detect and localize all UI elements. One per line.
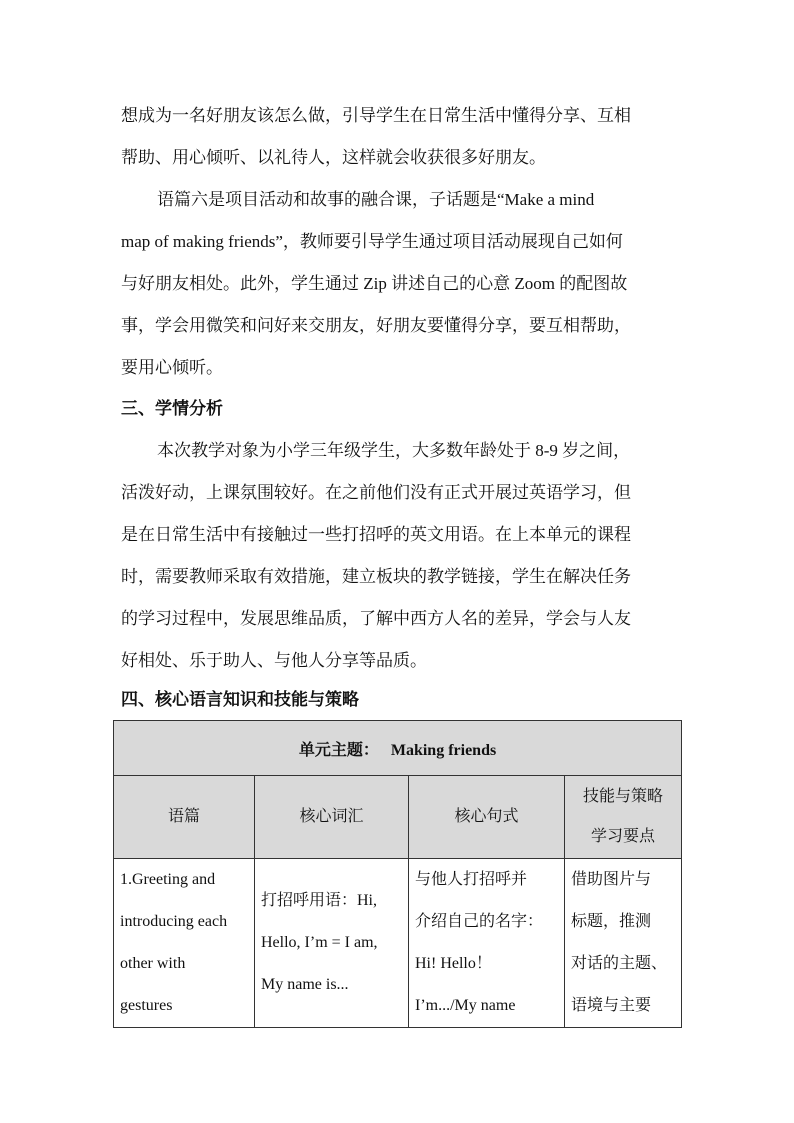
cell-line: I’m.../My name	[415, 997, 516, 1014]
unit-theme-value: Making friends	[390, 741, 497, 759]
paragraph-line: map of making friends”，教师要引导学生通过项目活动展现自己如何	[121, 232, 623, 251]
paragraph-line: 是在日常生活中有接触过一些打招呼的英文用语。在上本单元的课程	[121, 525, 631, 544]
paragraph-line: 与好朋友相处。此外，学生通过 Zip 讲述自己的心意 Zoom 的配图故	[121, 274, 628, 293]
cell-line: Hi! Hello！	[415, 955, 492, 972]
cell-line: introducing each	[120, 913, 228, 930]
cell-line: 与他人打招呼并	[415, 871, 528, 888]
column-header-text: 语篇	[114, 776, 255, 859]
cell-line: 1.Greeting and	[120, 871, 216, 888]
table-title-row	[114, 721, 682, 776]
paragraph-line: 帮助、用心倾听、以礼待人，这样就会收获很多好朋友。	[121, 148, 546, 167]
paragraph-line: 想成为一名好朋友该怎么做，引导学生在日常生活中懂得分享、互相	[121, 106, 631, 125]
paragraph-line: 时，需要教师采取有效措施，建立板块的教学链接，学生在解决任务	[121, 567, 631, 586]
paragraph-line: 语篇六是项目活动和故事的融合课，子话题是“Make a mind	[157, 190, 595, 209]
header-line: 学习要点	[591, 828, 656, 845]
cell-line: 借助图片与	[571, 871, 652, 888]
unit-theme-label: 单元主题：	[298, 741, 379, 759]
cell-sentence-patterns	[409, 859, 565, 1028]
cell-line: gestures	[120, 997, 173, 1014]
paragraph-line: 本次教学对象为小学三年级学生，大多数年龄处于 8-9 岁之间，	[157, 441, 631, 460]
column-header-vocabulary: 核心词汇	[255, 776, 409, 859]
cell-line: 语境与主要	[571, 997, 652, 1014]
cell-line: 介绍自己的名字：	[415, 913, 544, 930]
section-heading-student-analysis: 三、学情分析	[121, 399, 223, 418]
column-header-sentence-patterns: 核心句式	[409, 776, 565, 859]
cell-line: My name is...	[261, 976, 349, 993]
table-header-row	[114, 776, 682, 859]
cell-vocabulary	[255, 859, 409, 1028]
table-row	[114, 859, 682, 1028]
section-heading-core-language: 四、核心语言知识和技能与策略	[121, 690, 359, 709]
core-language-table	[113, 720, 682, 1028]
paragraph-line: 活泼好动，上课氛围较好。在之前他们没有正式开展过英语学习，但	[121, 483, 631, 502]
paragraph-line: 的学习过程中，发展思维品质，了解中西方人名的差异，学会与人友	[121, 609, 631, 628]
cell-line: 打招呼用语：Hi,	[261, 892, 378, 909]
cell-line: 标题，推测	[571, 913, 652, 930]
cell-line: other with	[120, 955, 186, 972]
cell-text	[114, 859, 255, 1028]
paragraph-line: 要用心倾听。	[121, 358, 223, 377]
header-line: 技能与策略	[583, 788, 664, 805]
unit-theme-cell	[114, 721, 682, 776]
paragraph-line: 好相处、乐于助人、与他人分享等品质。	[121, 651, 427, 670]
cell-skills-strategies	[565, 859, 682, 1028]
cell-line: Hello, I’m = I am,	[261, 934, 378, 951]
cell-line: 对话的主题、	[571, 955, 668, 972]
paragraph-line: 事，学会用微笑和问好来交朋友，好朋友要懂得分享，要互相帮助，	[121, 316, 631, 335]
column-header-skills-strategies	[565, 776, 682, 859]
